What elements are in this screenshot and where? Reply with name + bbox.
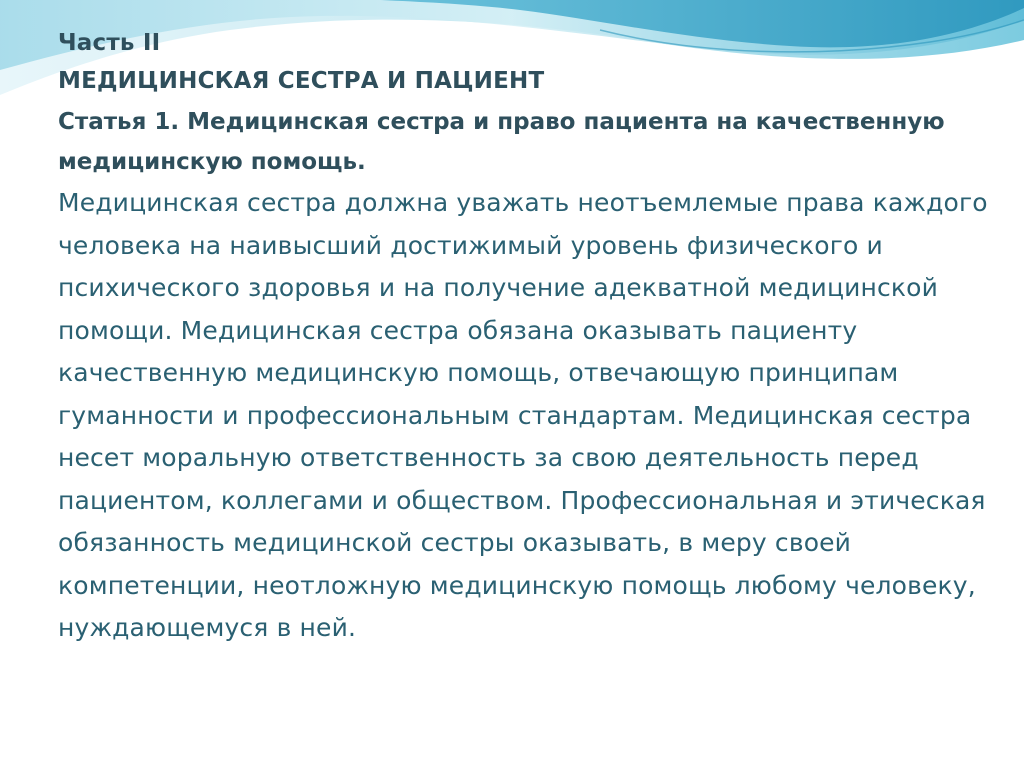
- slide-content: [58, 24, 988, 650]
- part-label: Часть II: [58, 30, 161, 56]
- article-body: Медицинская сестра должна уважать неотъемлемые права каждого человека на наивысший достижимый уровень физического и психического здоровья и на получение адекватной медицинской помощи. Медицинская сестра обязана оказывать пациенту качественную медицинскую помощь, отвечающую принципам гуманности и профессиональным стандартам. Медицинская сестра несет моральную ответственность за свою деятельность перед пациентом, коллегами и обществом. Профессиональная и этическая обязанность медицинской сестры оказывать, в меру своей компетенции, неотложную медицинскую помощь любому человеку, нуждающемуся в ней.: [58, 188, 988, 642]
- article-title: Статья 1. Медицинская сестра и право пациента на качественную медицинскую помощь.: [58, 109, 945, 175]
- section-title: МЕДИЦИНСКАЯ СЕСТРА И ПАЦИЕНТ: [58, 68, 545, 94]
